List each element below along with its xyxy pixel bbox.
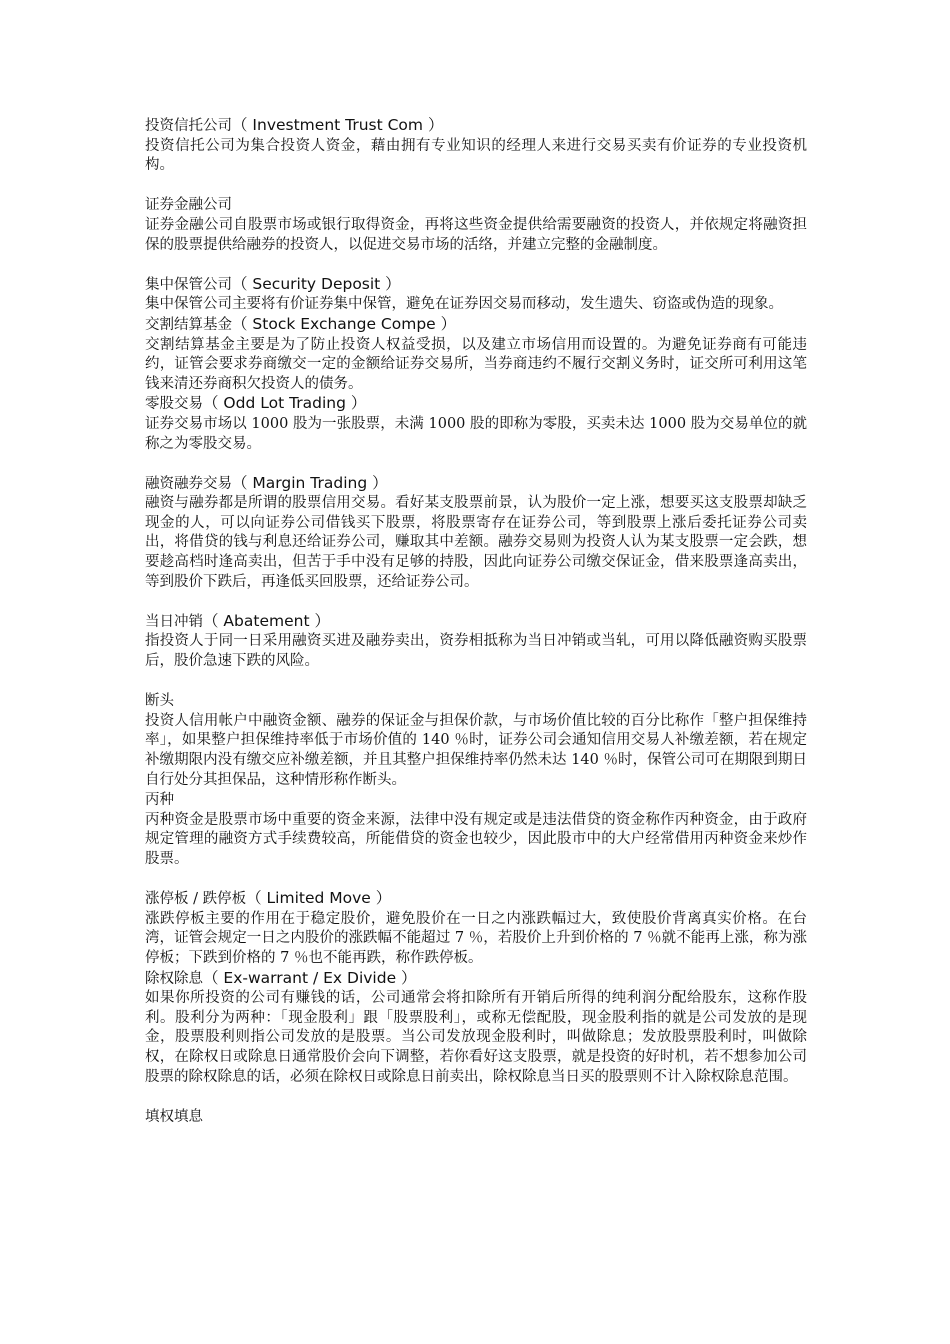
entry-ex-rights: [145, 969, 807, 1088]
entry-body: 融资与融券都是所谓的股票信用交易。看好某支股票前景，认为股价一定上涨，想要买这支股票却缺乏现金的人，可以向证券公司借钱买下股票，将股票寄存在证券公司，等到股票上涨后委托证券公司卖出，将借贷的钱与利息还给证券公司，赚取其中差额。融券交易则为投资人认为某支股票一定会跌，想要趁高档时逢高卖出，但苦于手中没有足够的持股，因此向证券公司缴交保证金，借来股票逢高卖出，等到股价下跌后，再逢低买回股票，还给证券公司。: [145, 495, 807, 590]
term-en: （ Stock Exchange Compe ）: [232, 314, 457, 333]
term-cn: 当日冲销: [145, 613, 203, 630]
term-cn: 涨停板 / 跌停板: [145, 891, 247, 908]
term-cn: 除权除息: [145, 970, 203, 987]
term-cn: 融资融券交易: [145, 475, 232, 492]
entry-limit-move: [145, 889, 807, 968]
entry-term: [145, 394, 807, 415]
entry-term: [145, 275, 807, 296]
term-en: （ Limited Move ）: [246, 889, 392, 908]
term-en: （ Abatement ）: [203, 611, 330, 630]
term-cn: 填权填息: [145, 1108, 203, 1125]
term-cn: 丙种: [145, 792, 174, 809]
document-page: [145, 116, 807, 1127]
term-cn: 零股交易: [145, 396, 203, 413]
term-cn: 集中保管公司: [145, 276, 232, 293]
term-cn: 断头: [145, 693, 174, 710]
entry-body: 指投资人于同一日采用融资买进及融券卖出，资券相抵称为当日冲销或当轧，可用以降低融资购买股票后，股价急速下跌的风险。: [145, 633, 807, 670]
entry-body: 投资人信用帐户中融资金额、融券的保证金与担保价款，与市场价值比较的百分比称作「整户担保维持率」，如果整户担保维持率低于市场价值的 140 ％时，证券公司会通知信用交易人补缴差额，若在规定补缴期限内没有缴交应补缴差额，并且其整户担保维持率仍然未达 140 ％时，保管公司可在期限到期日自行处分其担保品，这种情形称作断头。: [145, 712, 807, 788]
entry-term: [145, 790, 807, 811]
entry-investment-trust: [145, 116, 807, 176]
entry-term: [145, 315, 807, 336]
term-en: （ Security Deposit ）: [232, 274, 401, 293]
entry-fill-rights: [145, 1107, 807, 1128]
entry-body: 证券交易市场以 1000 股为一张股票，未满 1000 股的即称为零股，买卖未达 1000 股为交易单位的就称之为零股交易。: [145, 415, 807, 452]
entry-term: [145, 1107, 807, 1128]
entry-term: [145, 195, 807, 216]
entry-security-deposit: [145, 275, 807, 315]
entry-term: [145, 116, 807, 137]
term-en: （ Margin Trading ）: [232, 473, 388, 492]
entry-term: [145, 969, 807, 990]
entry-body: 集中保管公司主要将有价证券集中保管，避免在证券因交易而移动，发生遗失、窃盗或伪造的现象。: [145, 296, 783, 313]
term-en: （ Odd Lot Trading ）: [203, 394, 367, 413]
term-en: （ Ex-warrant / Ex Divide ）: [203, 968, 417, 987]
term-cn: 证券金融公司: [145, 197, 232, 214]
entry-forced-liquidation: [145, 691, 807, 790]
term-en: （ Investment Trust Com ）: [232, 116, 444, 134]
term-cn: 交割结算基金: [145, 316, 232, 333]
entry-body: 如果你所投资的公司有赚钱的话，公司通常会将扣除所有开销后所得的纯利润分配给股东，这称作股利。股利分为两种：「现金股利」跟「股票股利」，或称无偿配股，现金股利指的就是公司发放的是现金，股票股利则指公司发放的是股票。当公司发放现金股利时，叫做除息；发放股票股利时，叫做除权，在除权日或除息日通常股价会向下调整，若你看好这支股票，就是投资的好时机，若不想参加公司股票的除权除息的话，必须在除权日或除息日前卖出，除权除息当日买的股票则不计入除权除息范围。: [145, 990, 807, 1085]
entry-body: 涨跌停板主要的作用在于稳定股价，避免股价在一日之内涨跌幅过大，致使股价背离真实价格。在台湾，证管会规定一日之内股价的涨跌幅不能超过 7 ％，若股价上升到价格的 7 ％就不能再上涨，称为涨停板；下跌到价格的 7 ％也不能再跌，称作跌停板。: [145, 910, 807, 966]
entry-settlement-fund: [145, 315, 807, 394]
entry-body: 证券金融公司自股票市场或银行取得资金，再将这些资金提供给需要融资的投资人，并依规定将融资担保的股票提供给融券的投资人，以促进交易市场的活络，并建立完整的金融制度。: [145, 216, 807, 253]
entry-body: 丙种资金是股票市场中重要的资金来源，法律中没有规定或是违法借贷的资金称作丙种资金，由于政府规定管理的融资方式手续费较高，所能借贷的资金也较少，因此股市中的大户经常借用丙种资金来炒作股票。: [145, 811, 807, 867]
entry-body: 交割结算基金主要是为了防止投资人权益受损，以及建立市场信用而设置的。为避免证券商有可能违约，证管会要求券商缴交一定的金额给证券交易所，当券商违约不履行交割义务时，证交所可利用这笔钱来清还券商积欠投资人的债务。: [145, 336, 807, 392]
entry-body: 投资信托公司为集合投资人资金，藉由拥有专业知识的经理人来进行交易买卖有价证券的专业投资机构。: [145, 137, 807, 174]
entry-abatement: [145, 612, 807, 672]
entry-margin-trading: [145, 474, 807, 593]
entry-term: [145, 612, 807, 633]
entry-odd-lot: [145, 394, 807, 454]
entry-term: [145, 474, 807, 495]
entry-securities-finance: [145, 195, 807, 255]
term-cn: 投资信托公司: [145, 118, 232, 134]
entry-term: [145, 691, 807, 712]
entry-term: [145, 889, 807, 910]
entry-informal-funds: [145, 790, 807, 869]
